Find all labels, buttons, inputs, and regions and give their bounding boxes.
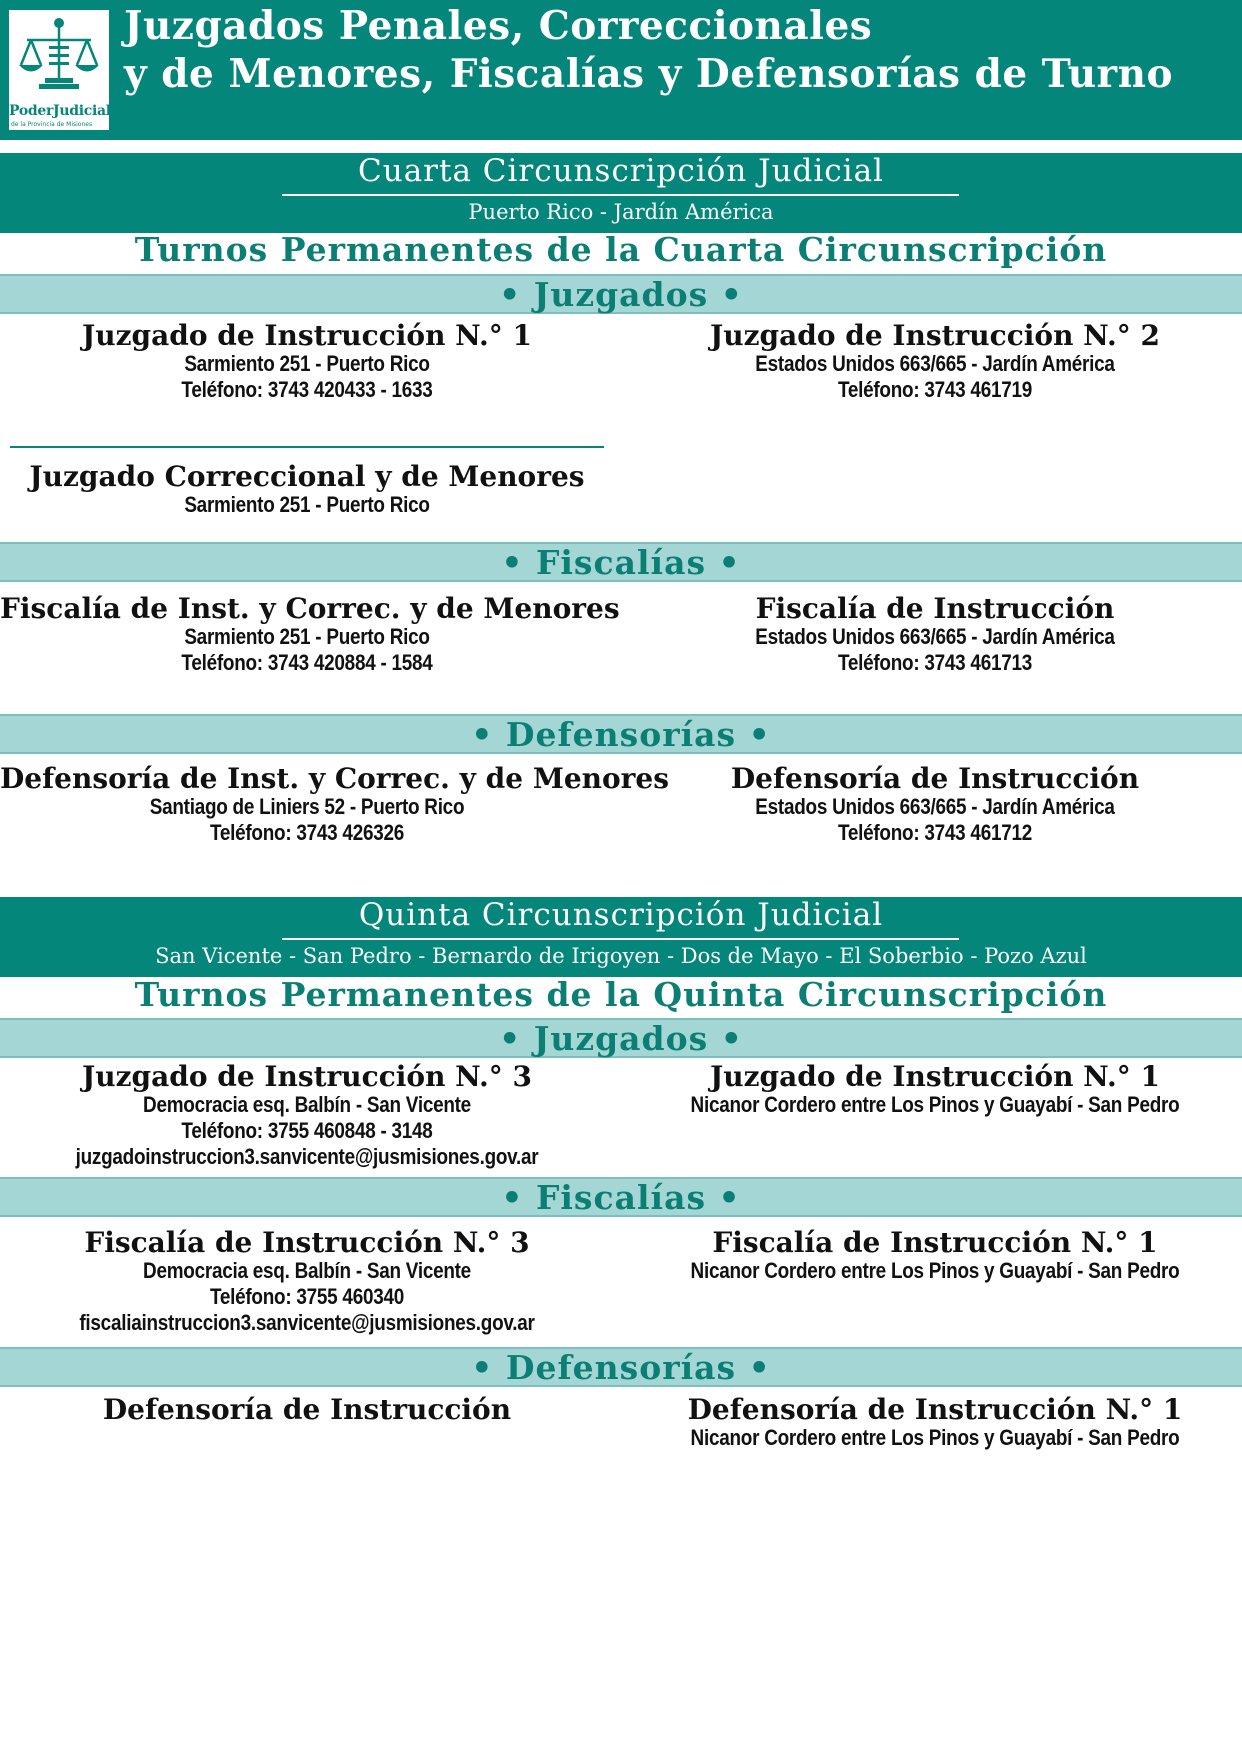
entry-phone: Teléfono: 3743 426326	[209, 820, 405, 845]
page-title	[124, 2, 1173, 98]
page-header	[0, 0, 1242, 140]
entry-phone: Teléfono: 3755 460848 - 3148	[181, 1118, 433, 1143]
entry-name: Fiscalía de Inst. y Correc. y de Menores	[0, 592, 620, 625]
logo-wordmark: PoderJudicial	[9, 103, 111, 119]
cuarta-circunscripcion-band	[0, 153, 1242, 233]
entry-name: Juzgado de Instrucción N.° 1	[82, 319, 532, 352]
entry-name: Fiscalía de Instrucción N.° 3	[84, 1226, 530, 1259]
quinta-title: Quinta Circunscripción Judicial	[358, 897, 884, 933]
cuarta-title: Cuarta Circunscripción Judicial	[358, 153, 884, 189]
entry-name: Juzgado de Instrucción N.° 3	[82, 1060, 532, 1093]
entry-address: Democracia esq. Balbín - San Vicente	[143, 1092, 471, 1117]
entry-address: Santiago de Liniers 52 - Puerto Rico	[149, 794, 465, 819]
quinta-defensorias-bar	[0, 1347, 1242, 1387]
quinta-juzgado-1	[628, 1062, 1242, 1118]
entry-address: Nicanor Cordero entre Los Pinos y Guayabí - San Pedro	[690, 1425, 1180, 1450]
poder-judicial-logo	[9, 10, 109, 130]
quinta-fiscalia-1	[628, 1228, 1242, 1284]
entry-name: Juzgado de Instrucción N.° 2	[710, 319, 1160, 352]
quinta-juzgado-3	[0, 1062, 614, 1170]
quinta-juzgados-bar	[0, 1018, 1242, 1058]
logo-subtext: de la Provincia de Misiones	[11, 121, 93, 128]
quinta-title-underline	[282, 938, 959, 940]
cuarta-title-underline	[282, 194, 959, 196]
cuarta-fiscalias-bar	[0, 542, 1242, 582]
entry-phone: Teléfono: 3743 461719	[837, 377, 1033, 402]
entry-phone: Teléfono: 3755 460340	[209, 1284, 405, 1309]
quinta-fiscalia-3	[0, 1228, 614, 1336]
entry-name: Fiscalía de Instrucción N.° 1	[712, 1226, 1158, 1259]
cuarta-turnos-heading: Turnos Permanentes de la Cuarta Circunscripción	[134, 230, 1108, 269]
quinta-fiscalias-bar	[0, 1177, 1242, 1217]
entry-phone: Teléfono: 3743 461713	[837, 650, 1033, 675]
entry-phone: Teléfono: 3743 420884 - 1584	[181, 650, 433, 675]
entry-address: Sarmiento 251 - Puerto Rico	[184, 492, 430, 517]
quinta-circunscripcion-band	[0, 897, 1242, 977]
entry-name: Juzgado Correccional y de Menores	[29, 460, 585, 493]
page-title-line-2: y de Menores, Fiscalías y Defensorías de Turno	[124, 51, 1173, 97]
cuarta-juzgado-2	[628, 321, 1242, 403]
quinta-turnos-heading: Turnos Permanentes de la Quinta Circunscripción	[134, 975, 1108, 1014]
cuarta-defensorias-heading: • Defensorías •	[471, 715, 771, 754]
cuarta-juzgado-1	[0, 321, 614, 403]
scales-of-justice-icon	[9, 10, 109, 105]
cuarta-juzgados-bar	[0, 274, 1242, 314]
entry-address: Democracia esq. Balbín - San Vicente	[143, 1258, 471, 1283]
quinta-defensoria-instruccion	[0, 1395, 614, 1425]
quinta-defensoria-1	[628, 1395, 1242, 1451]
cuarta-juzgados-heading: • Juzgados •	[499, 275, 743, 314]
cuarta-subtitle: Puerto Rico - Jardín América	[468, 200, 774, 224]
quinta-defensorias-heading: • Defensorías •	[471, 1348, 771, 1387]
entry-name: Fiscalía de Instrucción	[755, 592, 1115, 625]
page-title-line-1: Juzgados Penales, Correccionales	[124, 3, 873, 49]
cuarta-fiscalia-1	[0, 592, 620, 676]
entry-address: Estados Unidos 663/665 - Jardín América	[755, 351, 1115, 376]
cuarta-fiscalia-2	[628, 594, 1242, 676]
divider-line	[10, 446, 604, 448]
entry-phone: Teléfono: 3743 420433 - 1633	[181, 377, 433, 402]
entry-email: fiscaliainstruccion3.sanvicente@jusmisiones.gov.ar	[79, 1310, 535, 1335]
cuarta-juzgado-correccional	[0, 462, 614, 518]
entry-address: Nicanor Cordero entre Los Pinos y Guayabí - San Pedro	[690, 1092, 1180, 1117]
cuarta-defensorias-bar	[0, 714, 1242, 754]
entry-address: Sarmiento 251 - Puerto Rico	[184, 624, 430, 649]
entry-email: juzgadoinstruccion3.sanvicente@jusmisiones.gov.ar	[75, 1144, 539, 1169]
cuarta-defensoria-2	[628, 764, 1242, 846]
entry-name: Defensoría de Instrucción N.° 1	[687, 1393, 1183, 1426]
entry-name: Defensoría de Instrucción	[102, 1393, 512, 1426]
entry-name: Juzgado de Instrucción N.° 1	[710, 1060, 1160, 1093]
entry-name: Defensoría de Instrucción	[730, 762, 1140, 795]
entry-address: Sarmiento 251 - Puerto Rico	[184, 351, 430, 376]
entry-phone: Teléfono: 3743 461712	[837, 820, 1033, 845]
cuarta-fiscalias-heading: • Fiscalías •	[501, 543, 741, 582]
cuarta-defensoria-1	[0, 762, 669, 846]
quinta-juzgados-heading: • Juzgados •	[499, 1019, 743, 1058]
quinta-fiscalias-heading: • Fiscalías •	[501, 1178, 741, 1217]
entry-name: Defensoría de Inst. y Correc. y de Menores	[0, 762, 669, 795]
entry-address: Estados Unidos 663/665 - Jardín América	[755, 624, 1115, 649]
entry-address: Nicanor Cordero entre Los Pinos y Guayabí - San Pedro	[690, 1258, 1180, 1283]
quinta-subtitle: San Vicente - San Pedro - Bernardo de Irigoyen - Dos de Mayo - El Soberbio - Pozo Azul	[155, 944, 1087, 968]
entry-address: Estados Unidos 663/665 - Jardín América	[755, 794, 1115, 819]
